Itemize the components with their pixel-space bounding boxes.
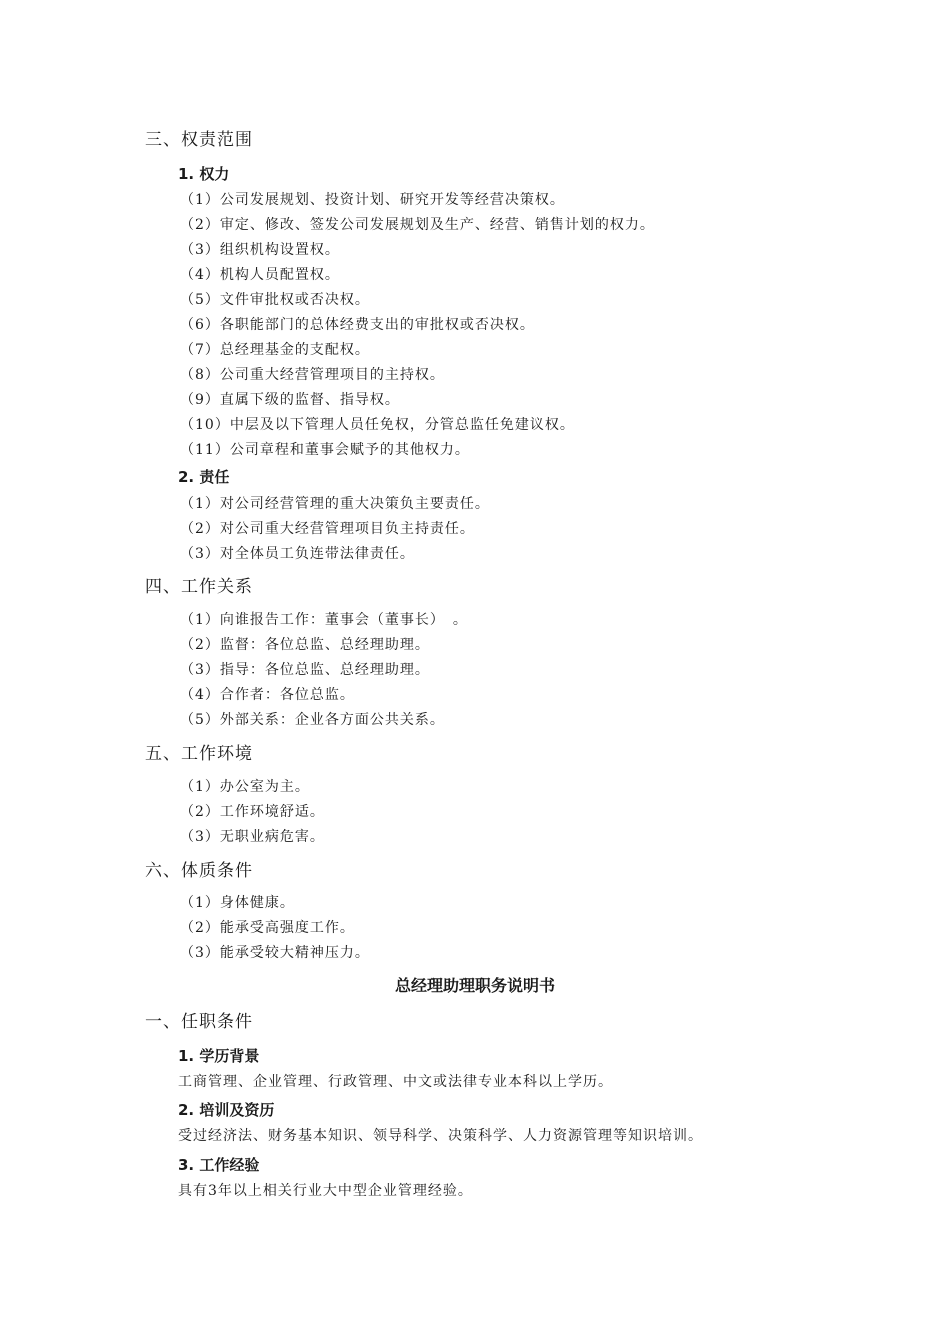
power-item: （10）中层及以下管理人员任免权，分管总监任免建议权。 — [180, 417, 575, 433]
section-heading-environment: 五、工作环境 — [145, 744, 253, 764]
relation-item: （5）外部关系：企业各方面公共关系。 — [180, 712, 445, 728]
document-title: 总经理助理职务说明书 — [394, 976, 555, 995]
physical-item: （1）身体健康。 — [180, 895, 295, 911]
environment-item: （3）无职业病危害。 — [180, 829, 325, 845]
relation-item: （3）指导：各位总监、总经理助理。 — [180, 662, 430, 678]
duty-item: （1）对公司经营管理的重大决策负主要责任。 — [180, 496, 490, 512]
section-heading-relations: 四、工作关系 — [145, 577, 253, 597]
power-heading: 1. 权力 — [178, 165, 230, 183]
training-text: 受过经济法、财务基本知识、领导科学、决策科学、人力资源管理等知识培训。 — [178, 1128, 703, 1144]
experience-text: 具有3年以上相关行业大中型企业管理经验。 — [178, 1183, 473, 1199]
education-heading: 1. 学历背景 — [178, 1047, 260, 1065]
section-heading-physical: 六、体质条件 — [145, 861, 253, 881]
power-item: （4）机构人员配置权。 — [180, 267, 340, 283]
physical-item: （3）能承受较大精神压力。 — [180, 945, 370, 961]
power-item: （11）公司章程和董事会赋予的其他权力。 — [180, 442, 470, 458]
power-item: （6）各职能部门的总体经费支出的审批权或否决权。 — [180, 317, 535, 333]
training-heading: 2. 培训及资历 — [178, 1101, 275, 1119]
power-item: （1）公司发展规划、投资计划、研究开发等经营决策权。 — [180, 192, 565, 208]
power-item: （8）公司重大经营管理项目的主持权。 — [180, 367, 445, 383]
power-item: （7）总经理基金的支配权。 — [180, 342, 370, 358]
power-item: （9）直属下级的监督、指导权。 — [180, 392, 400, 408]
power-item: （5）文件审批权或否决权。 — [180, 292, 370, 308]
duty-item: （3）对全体员工负连带法律责任。 — [180, 546, 415, 562]
physical-item: （2）能承受高强度工作。 — [180, 920, 355, 936]
duty-heading: 2. 责任 — [178, 468, 230, 486]
relation-item: （1）向谁报告工作：董事会（董事长） 。 — [180, 612, 468, 628]
duty-item: （2）对公司重大经营管理项目负主持责任。 — [180, 521, 475, 537]
environment-item: （1）办公室为主。 — [180, 779, 310, 795]
environment-item: （2）工作环境舒适。 — [180, 804, 325, 820]
section-heading-authority: 三、权责范围 — [145, 130, 253, 150]
experience-heading: 3. 工作经验 — [178, 1156, 260, 1174]
relation-item: （2）监督：各位总监、总经理助理。 — [180, 637, 430, 653]
education-text: 工商管理、企业管理、行政管理、中文或法律专业本科以上学历。 — [178, 1074, 613, 1090]
power-item: （2）审定、修改、签发公司发展规划及生产、经营、销售计划的权力。 — [180, 217, 655, 233]
section-heading-qualifications: 一、任职条件 — [145, 1012, 253, 1032]
power-item: （3）组织机构设置权。 — [180, 242, 340, 258]
relation-item: （4）合作者：各位总监。 — [180, 687, 355, 703]
